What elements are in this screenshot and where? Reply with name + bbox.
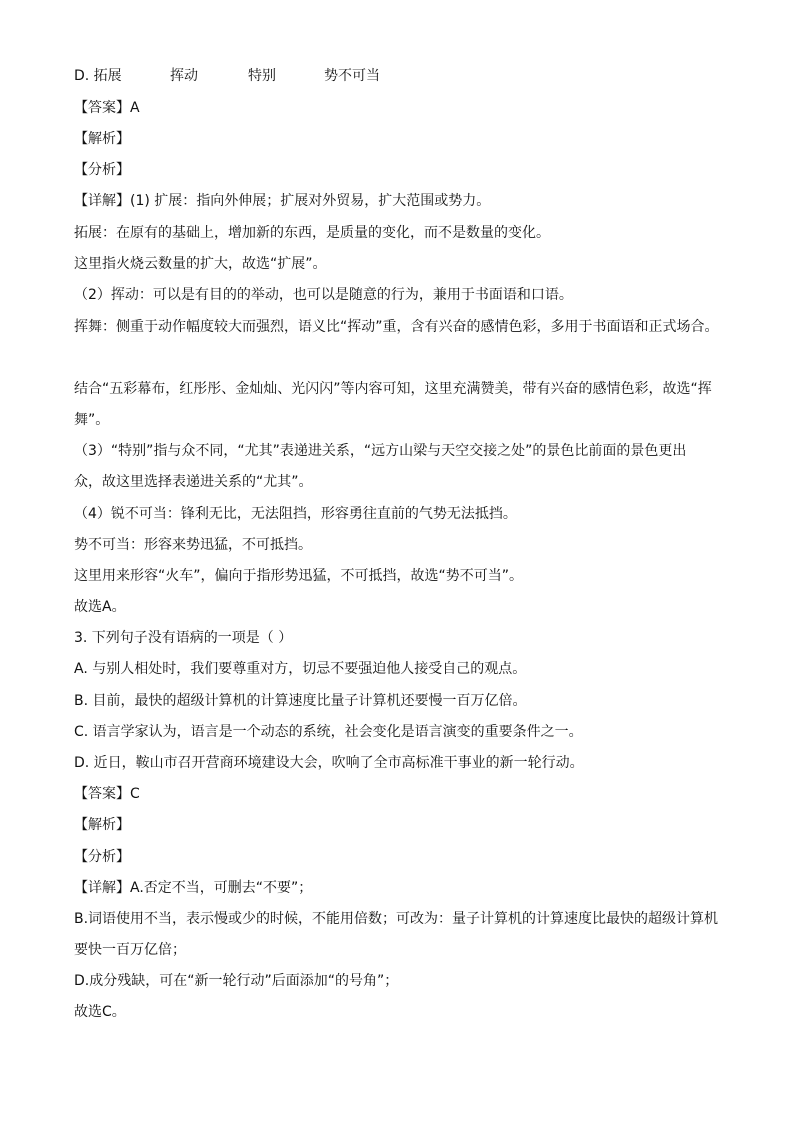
q2-fenxi-heading: 【分析】 — [74, 162, 130, 178]
q3-analysis-heading: 【解析】 — [74, 817, 130, 833]
option-d-word-4: 势不可当 — [324, 68, 380, 84]
q2-detail-line: 拓展：在原有的基础上，增加新的东西，是质量的变化，而不是数量的变化。 — [74, 225, 550, 241]
q2-analysis-heading: 【解析】 — [74, 131, 130, 147]
q3-detail-line: B.词语使用不当，表示慢或少的时候，不能用倍数；可改为：量子计算机的计算速度比最快的超级计算机 — [74, 911, 719, 927]
q2-conclusion: 故选A。 — [74, 599, 126, 615]
q2-detail-line: 舞”。 — [74, 412, 110, 428]
q3-fenxi-heading: 【分析】 — [74, 849, 130, 865]
q3-conclusion: 故选C。 — [74, 1004, 126, 1020]
q3-option-b: B. 目前，最快的超级计算机的计算速度比量子计算机还要慢一百万亿倍。 — [74, 693, 527, 709]
q3-detail-line: D.成分残缺，可在“新一轮行动”后面添加“的号角”； — [74, 973, 399, 989]
q2-detail-line: 势不可当：形容来势迅猛，不可抵挡。 — [74, 537, 312, 553]
q3-option-d: D. 近日，鞍山市召开营商环境建设大会，吹响了全市高标准干事业的新一轮行动。 — [74, 755, 584, 771]
q3-stem: 3. 下列句子没有语病的一项是（ ） — [74, 630, 293, 646]
q2-detail-line: 众，故这里选择表递进关系的“尤其”。 — [74, 474, 313, 490]
q3-detail-line: 要快一百万亿倍； — [74, 942, 186, 958]
q3-option-a: A. 与别人相处时，我们要尊重对方，切忌不要强迫他人接受自己的观点。 — [74, 661, 527, 677]
option-d-word-3: 特别 — [248, 68, 276, 84]
q2-detail-line: （4）锐不可当：锋利无比，无法阻挡，形容勇往直前的气势无法抵挡。 — [74, 506, 517, 522]
q2-answer: 【答案】A — [74, 100, 140, 116]
option-d-label: D. 拓展 — [74, 68, 122, 84]
q3-detail-line: 【详解】A.否定不当，可删去“不要”； — [74, 880, 313, 896]
q3-option-c: C. 语言学家认为，语言是一个动态的系统，社会变化是语言演变的重要条件之一。 — [74, 724, 583, 740]
q2-detail-line: 【详解】(1) 扩展：指向外伸展；扩展对外贸易，扩大范围或势力。 — [74, 193, 491, 209]
option-d-row — [74, 65, 754, 87]
q2-detail-line: 这里指火烧云数量的扩大，故选“扩展”。 — [74, 256, 327, 272]
q2-detail-line: （2）挥动：可以是有目的的举动，也可以是随意的行为，兼用于书面语和口语。 — [74, 287, 573, 303]
q2-detail-line: 这里用来形容“火车”，偏向于指形势迅猛，不可抵挡，故选“势不可当”。 — [74, 568, 524, 584]
q2-detail-line: 挥舞：侧重于动作幅度较大而强烈，语义比“挥动”重，含有兴奋的感情色彩，多用于书面语和正式场合。 — [74, 319, 719, 335]
option-d-word-2: 挥动 — [170, 68, 198, 84]
q2-detail-line: （3）“特别”指与众不同，“尤其”表递进关系，“远方山梁与天空交接之处”的景色比前面的景色更出 — [74, 443, 687, 459]
q2-detail-line: 结合“五彩幕布，红彤彤、金灿灿、光闪闪”等内容可知，这里充满赞美，带有兴奋的感情色彩，故选“挥 — [74, 381, 712, 397]
q3-answer: 【答案】C — [74, 786, 140, 802]
